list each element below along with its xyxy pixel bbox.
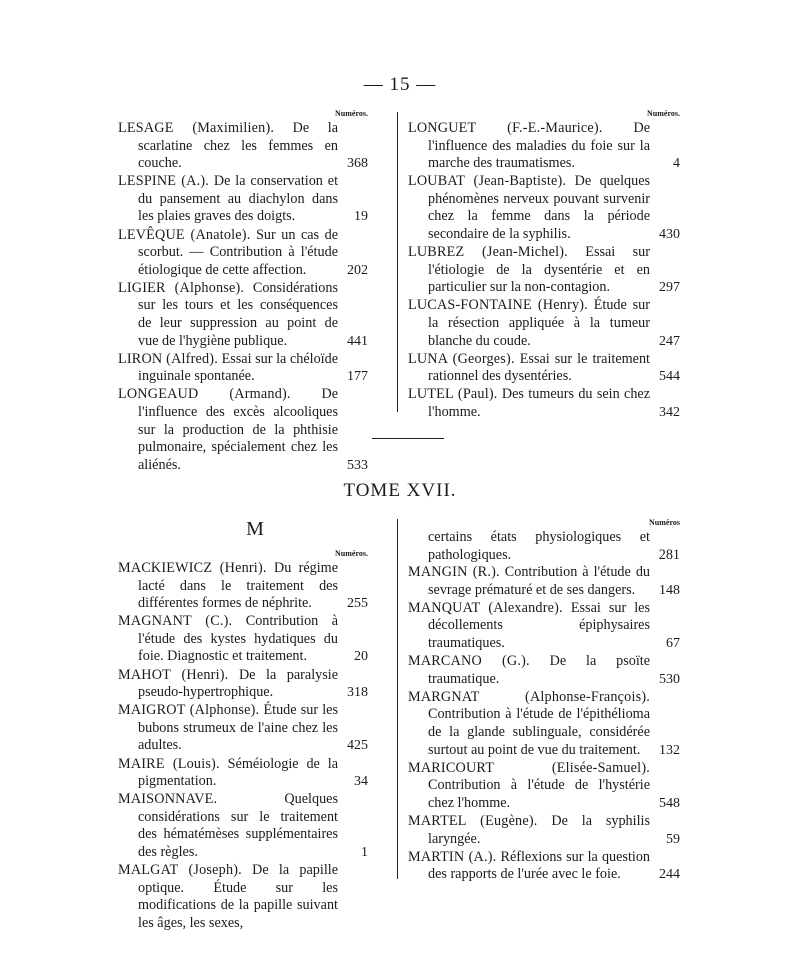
entry-body xyxy=(408,244,650,297)
author-name: LEVÊQUE (Anatole). xyxy=(118,226,251,243)
author-name: MARCANO (G.). xyxy=(408,653,530,670)
numeros-label: Numéros xyxy=(649,518,680,527)
author-name: MACKIEWICZ (Henri). xyxy=(118,560,267,576)
entry-number: 533 xyxy=(347,457,368,473)
entry-list xyxy=(408,564,680,884)
index-entry xyxy=(408,600,680,653)
index-entry xyxy=(118,613,368,666)
entry-number: 368 xyxy=(347,156,368,172)
author-name: LIRON (Alfred). xyxy=(118,350,218,367)
index-entry xyxy=(408,244,680,297)
thesis-title: Séméiologie de la pigmentation. xyxy=(138,755,338,790)
author-name: LOUBAT (Jean-Baptiste). xyxy=(408,173,567,190)
thesis-title: De la scarlatine chez les femmes en couche. xyxy=(138,120,338,172)
entry-body xyxy=(408,564,650,599)
entry-body xyxy=(408,120,650,173)
entry-body xyxy=(408,760,650,813)
entry-body xyxy=(118,280,338,350)
entry-body xyxy=(118,756,338,791)
author-name: MARICOURT (Elisée-Samuel). xyxy=(408,759,650,776)
section-letter: M xyxy=(246,518,264,540)
index-entry xyxy=(408,120,680,173)
column-divider xyxy=(397,112,398,412)
thesis-title: Considérations sur les tours et les conséquences de leur suppression au point de vue de l'hygiène publique. xyxy=(138,279,338,349)
entry-body xyxy=(118,702,338,755)
numeros-label: Numéros. xyxy=(647,109,680,118)
entry-number: 425 xyxy=(347,738,368,754)
entry-number: 4 xyxy=(673,156,680,172)
author-name: MANQUAT (Alexandre). xyxy=(408,599,563,616)
author-name: LUNA (Georges). xyxy=(408,350,515,367)
thesis-title: Contribution à l'étude de l'épithélioma de la glande sublinguale, considérée surtout au point de vue du traitement. xyxy=(428,706,650,758)
index-entry xyxy=(408,297,680,350)
thesis-title: De la paralysie pseudo-hypertrophique. xyxy=(138,666,338,701)
author-name: LUBREZ (Jean-Michel). xyxy=(408,244,568,261)
author-name: MARTEL (Eugène). xyxy=(408,813,538,829)
author-name: MAGNANT (C.). xyxy=(118,613,233,630)
index-entry xyxy=(408,173,680,243)
entry-number: 530 xyxy=(659,671,680,687)
entry-number: 177 xyxy=(347,369,368,385)
tome17-left-column xyxy=(118,548,368,933)
entry-text: certains états physiologiques et pathologiques. xyxy=(428,529,650,563)
author-name: LIGIER (Alphonse). xyxy=(118,279,245,296)
numeros-label: Numéros. xyxy=(335,549,368,558)
section-separator xyxy=(372,438,444,439)
author-name: MAHOT (Henri). xyxy=(118,666,229,683)
author-name: MAIRE (Louis). xyxy=(118,755,220,772)
thesis-title: De la syphilis laryngée. xyxy=(428,813,650,847)
index-entry xyxy=(408,849,680,884)
entry-body xyxy=(408,813,650,848)
author-name: MANGIN (R.). xyxy=(408,564,500,581)
index-entry xyxy=(118,667,368,702)
thesis-title: Contribution à l'étude du sevrage prématuré et de ses dangers. xyxy=(428,564,651,598)
entry-body xyxy=(118,667,338,702)
thesis-title: Essai sur le traitement rationnel des dysentéries. xyxy=(428,350,650,385)
author-name: LONGUET (F.-E.-Maurice). xyxy=(408,120,603,136)
index-entry xyxy=(408,351,680,386)
entry-number: 281 xyxy=(658,546,680,563)
entry-number: 132 xyxy=(659,742,680,758)
thesis-title: Essai sur les décollements épiphysaires traumatiques. xyxy=(428,599,650,652)
thesis-title: De quelques phénomènes nerveux pouvant survenir chez la femme dans la période secondaire de la syphilis. xyxy=(428,173,651,243)
index-entry xyxy=(408,813,680,848)
thesis-title: Sur un cas de scorbut. — Contribution à l'étude étiologique de cette affection. xyxy=(138,226,339,278)
thesis-title: De la conservation et du pansement au diachylon dans les plaies graves des doigts. xyxy=(138,173,339,225)
entry-number: 342 xyxy=(659,405,680,420)
entry-list xyxy=(408,120,680,422)
entry-number: 430 xyxy=(659,227,680,243)
index-entry xyxy=(118,173,368,226)
thesis-title: Étude sur la résection appliquée à la tumeur blanche du coude. xyxy=(428,297,650,349)
thesis-title: Des tumeurs du sein chez l'homme. xyxy=(428,386,651,420)
tome16-right-column xyxy=(408,108,680,422)
entry-number: 59 xyxy=(666,831,680,847)
index-entry xyxy=(118,386,368,474)
entry-body xyxy=(118,227,338,280)
entry-body xyxy=(118,120,338,173)
tome17-right-column xyxy=(408,517,680,884)
entry-number: 148 xyxy=(659,582,680,598)
entry-body xyxy=(408,600,650,653)
author-name: LUCAS-FONTAINE (Henry). xyxy=(408,297,588,314)
entry-number: 247 xyxy=(659,333,680,349)
author-name: MAIGROT (Alphonse). xyxy=(118,702,260,719)
index-entry xyxy=(408,689,680,759)
entry-body xyxy=(118,173,338,226)
entry-number: 255 xyxy=(347,596,368,612)
tome16-left-column xyxy=(118,108,368,475)
entry-body xyxy=(118,862,338,932)
tome-title: TOME XVII. xyxy=(343,480,457,501)
entry-number: 441 xyxy=(347,333,368,349)
index-entry xyxy=(408,760,680,813)
entry-number: 548 xyxy=(659,795,680,811)
author-name: LESAGE (Maximilien). xyxy=(118,120,275,136)
entry-number: 244 xyxy=(659,867,680,883)
entry-list xyxy=(118,120,368,474)
entry-list xyxy=(118,560,368,932)
author-name: MAISONNAVE. xyxy=(118,791,218,808)
author-name: MARGNAT (Alphonse-François). xyxy=(408,688,650,705)
thesis-title: Essai sur la chéloïde inguinale spontanée. xyxy=(138,350,338,385)
thesis-title: Essai sur l'étiologie de la dysentérie et en particulier sur la non-contagion. xyxy=(428,244,650,296)
index-entry xyxy=(118,702,368,755)
index-entry xyxy=(408,653,680,688)
entry-number: 544 xyxy=(659,369,680,385)
entry-number: 202 xyxy=(347,262,368,278)
entry-number: 19 xyxy=(354,209,368,225)
entry-body xyxy=(118,613,338,666)
thesis-title: De l'influence des maladies du foie sur la marche des traumatismes. xyxy=(428,120,651,172)
numeros-label: Numéros. xyxy=(335,109,368,118)
thesis-title: De la papille optique. Étude sur les modifications de la papille suivant les âges, les sexes, xyxy=(138,862,338,931)
thesis-title: De l'influence des excès alcooliques sur la production de la phthisie pulmonaire, spécialement chez les aliénés. xyxy=(138,386,338,473)
entry-body xyxy=(118,386,338,474)
author-name: LESPINE (A.). xyxy=(118,173,210,190)
entry-number: 67 xyxy=(666,636,680,652)
thesis-title: Du régime lacté dans le traitement des différentes formes de néphrite. xyxy=(138,560,339,612)
thesis-title: De la psoïte traumatique. xyxy=(428,653,650,687)
entry-body xyxy=(118,560,338,613)
author-name: LONGEAUD (Armand). xyxy=(118,386,291,403)
entry-number: 20 xyxy=(354,649,368,665)
entry-body xyxy=(118,351,338,386)
index-entry xyxy=(118,351,368,386)
index-entry xyxy=(118,560,368,613)
entry-body xyxy=(408,386,650,421)
thesis-title: Contribution à l'étude de l'hystérie chez l'homme. xyxy=(428,777,650,811)
index-entry xyxy=(118,756,368,791)
entry-body xyxy=(408,689,650,759)
author-name: MALGAT (Joseph). xyxy=(118,862,242,879)
entry-body xyxy=(408,653,650,688)
entry-continuation xyxy=(408,529,680,564)
entry-number: 1 xyxy=(361,845,368,860)
author-name: MARTIN (A.). xyxy=(408,848,497,865)
thesis-title: Étude sur les bubons strumeux de l'aine chez les adultes. xyxy=(138,702,338,754)
index-entry xyxy=(118,791,368,861)
index-entry xyxy=(408,386,680,421)
author-name: LUTEL (Paul). xyxy=(408,386,498,403)
index-entry xyxy=(118,280,368,350)
column-divider xyxy=(397,519,398,879)
entry-body xyxy=(408,849,650,884)
entry-body xyxy=(118,791,338,861)
index-entry xyxy=(118,862,368,932)
page-number: — 15 — xyxy=(363,74,437,95)
index-entry xyxy=(118,227,368,280)
entry-number: 297 xyxy=(659,280,680,296)
entry-number: 34 xyxy=(354,774,368,790)
index-entry xyxy=(408,564,680,599)
entry-body xyxy=(408,173,650,243)
thesis-title: Réflexions sur la question des rapports de l'urée avec le foie. xyxy=(428,848,651,883)
entry-number: 318 xyxy=(347,685,368,701)
entry-body xyxy=(408,351,650,386)
thesis-title: Quelques considérations sur le traitement des hématémèses supplémentaires des règles. xyxy=(138,791,338,860)
entry-body xyxy=(408,297,650,350)
index-entry xyxy=(118,120,368,173)
thesis-title: Contribution à l'étude des kystes hydatiques du foie. Diagnostic et traitement. xyxy=(138,613,338,665)
